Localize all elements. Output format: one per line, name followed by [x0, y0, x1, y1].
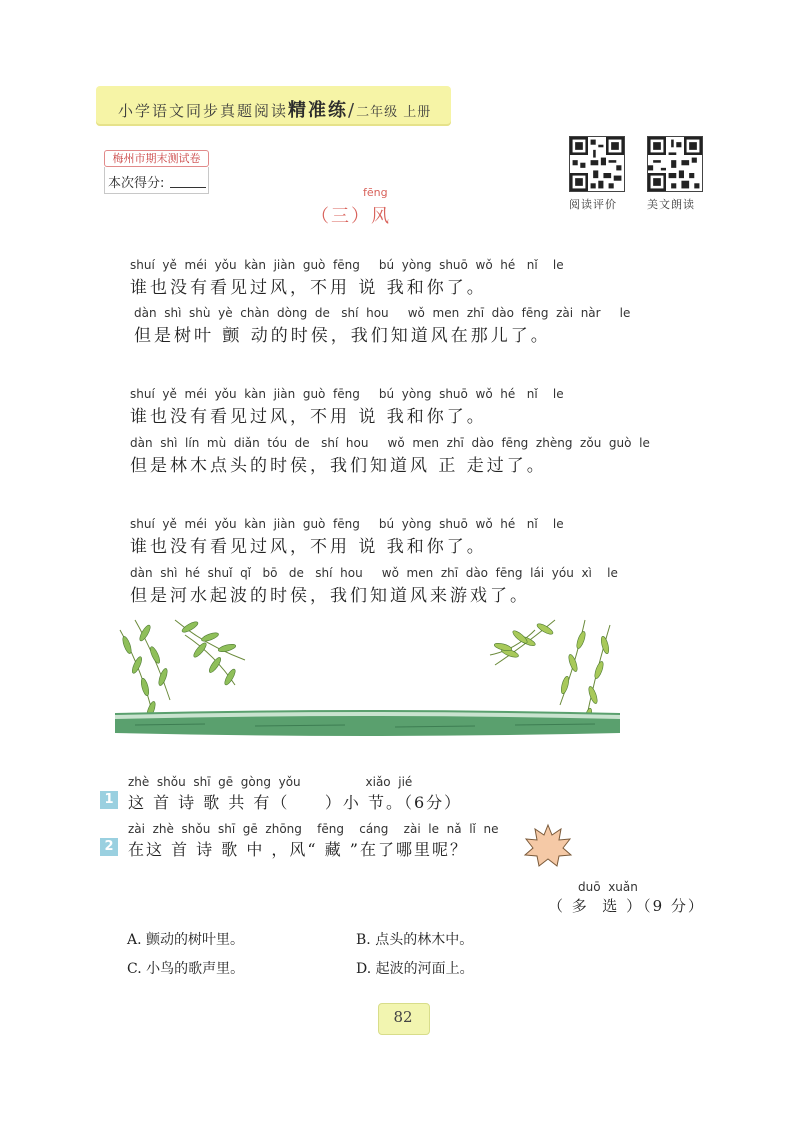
- score-blank[interactable]: [170, 187, 206, 188]
- question-2-number: 2: [100, 838, 118, 856]
- multi-choice-pinyin: duō xuǎn: [578, 880, 638, 894]
- question-1-number: 1: [100, 791, 118, 809]
- exam-source-tag: 梅州市期末测试卷: [104, 150, 209, 167]
- maple-leaf-icon: [523, 823, 573, 869]
- option-d[interactable]: D. 起波的河面上。: [356, 961, 474, 977]
- right-willow-branches: [490, 620, 610, 726]
- score-label: 本次得分:: [108, 176, 165, 191]
- series-name: 小学语文同步真题阅读: [118, 102, 289, 120]
- qr-code-reading-review[interactable]: [569, 136, 625, 192]
- poem-line-pinyin: dàn shì shù yè chàn dòng de shí hou wǒ men zhī dào fēng zài nàr le: [134, 306, 631, 320]
- poem-line: 但是河水起波的时侯，我们知道风来游戏了。: [130, 586, 530, 606]
- qr-code-audio-reading[interactable]: [647, 136, 703, 192]
- question-1-text: 这 首 诗 歌 共 有（ ）小 节。（6分）: [128, 793, 463, 812]
- poem-line-pinyin: shuí yě méi yǒu kàn jiàn guò fēng bú yòng shuō wǒ hé nǐ le: [130, 387, 564, 401]
- question-1-pinyin: zhè shǒu shī gē gòng yǒu xiǎo jié: [128, 775, 413, 789]
- title-separator: /: [348, 100, 357, 121]
- option-c[interactable]: C. 小鸟的歌声里。: [127, 961, 245, 977]
- qr-pattern-icon: [570, 137, 624, 191]
- poem-line-pinyin: dàn shì hé shuǐ qǐ bō de shí hou wǒ men zhī dào fēng lái yóu xì le: [130, 566, 618, 580]
- qr-label-audio-reading: 美文朗读: [647, 198, 695, 211]
- poem-line-pinyin: shuí yě méi yǒu kàn jiàn guò fēng bú yòng shuō wǒ hé nǐ le: [130, 258, 564, 272]
- question-2-text: 在这 首 诗 歌 中 ，风“ 藏 ”在了哪里呢？: [128, 840, 468, 859]
- poem-line: 但是树叶 颤 动的时侯，我们知道风在那儿了。: [134, 326, 551, 346]
- poem-line: 谁也没有看见过风，不用 说 我和你了。: [130, 407, 487, 427]
- river-water: [115, 710, 620, 736]
- grade-label: 二年级 上册: [356, 105, 432, 120]
- option-a[interactable]: A. 颤动的树叶里。: [127, 932, 245, 948]
- question-2-pinyin: zài zhè shǒu shī gē zhōng fēng cáng zài le nǎ lǐ ne: [128, 822, 499, 836]
- option-b[interactable]: B. 点头的林木中。: [356, 932, 474, 948]
- poem-line: 但是林木点头的时侯，我们知道风 正 走过了。: [130, 456, 547, 476]
- poem-line-pinyin: dàn shì lín mù diǎn tóu de shí hou wǒ men zhī dào fēng zhèng zǒu guò le: [130, 436, 650, 450]
- page-number: 82: [393, 1008, 413, 1026]
- multi-choice-note: （ 多 选 ）（9 分）: [548, 897, 705, 915]
- qr-label-reading-review: 阅读评价: [569, 198, 617, 211]
- series-highlight: 精准练: [288, 100, 349, 121]
- qr-pattern-icon: [648, 137, 702, 191]
- poem-line-pinyin: shuí yě méi yǒu kàn jiàn guò fēng bú yòng shuō wǒ hé nǐ le: [130, 517, 564, 531]
- poem-line: 谁也没有看见过风，不用 说 我和你了。: [130, 278, 487, 298]
- left-willow-branches: [120, 620, 245, 725]
- book-title: [118, 96, 431, 122]
- willow-river-illustration: [115, 615, 620, 740]
- title-pinyin: fēng: [363, 186, 388, 199]
- poem-title: （三）风: [311, 206, 391, 227]
- poem-line: 谁也没有看见过风，不用 说 我和你了。: [130, 537, 487, 557]
